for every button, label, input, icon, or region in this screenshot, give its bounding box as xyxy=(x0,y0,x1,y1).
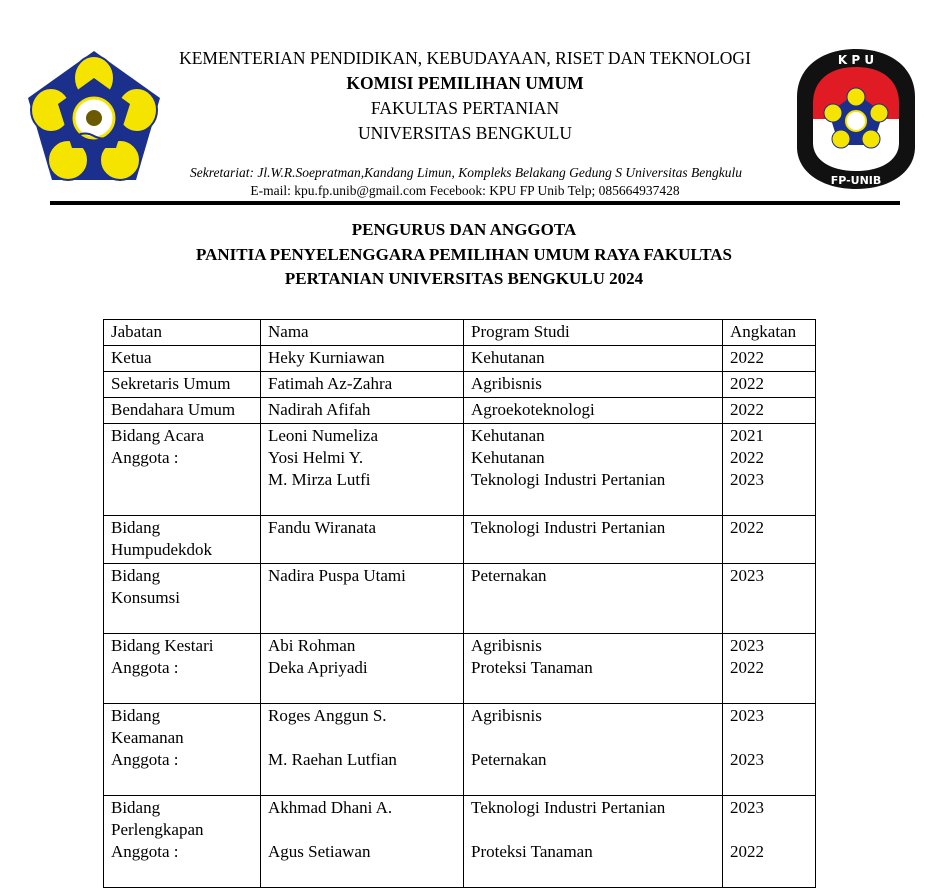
title-line-3: PERTANIAN UNIVERSITAS BENGKULU 2024 xyxy=(284,269,644,288)
cell-nama xyxy=(261,704,464,796)
nama-line: Yosi Helmi Y. xyxy=(268,448,364,467)
svg-text:K P U: K P U xyxy=(837,53,875,67)
svg-text:FP-UNIB: FP-UNIB xyxy=(830,174,882,187)
nama-line: Agus Setiawan xyxy=(268,842,371,861)
title-line-2: PANITIA PENYELENGGARA PEMILIHAN UMUM RAYA FAKULTAS xyxy=(195,244,733,264)
cell-nama: Fatimah Az-Zahra xyxy=(261,372,464,398)
jabatan-line: Konsumsi xyxy=(111,588,180,607)
prodi-line: Proteksi Tanaman xyxy=(471,658,593,677)
cell-nama xyxy=(261,634,464,704)
cell-angkatan: 2022 xyxy=(723,516,816,564)
prodi-line: Agribisnis xyxy=(471,706,542,725)
jabatan-line: Anggota : xyxy=(111,448,179,467)
nama-line: M. Raehan Lutfian xyxy=(268,750,397,769)
cell-angkatan: 2023 xyxy=(723,564,816,634)
cell-angkatan: 2022 xyxy=(723,346,816,372)
nama-line: Deka Apriyadi xyxy=(268,658,368,677)
cell-jabatan xyxy=(104,516,261,564)
angkatan-line: 2023 xyxy=(730,798,764,817)
cell-jabatan: Sekretaris Umum xyxy=(104,372,261,398)
header-angkatan: Angkatan xyxy=(723,320,816,346)
title-line-1: PENGURUS DAN ANGGOTA xyxy=(351,220,577,239)
prodi-line: Kehutanan xyxy=(471,448,545,467)
cell-nama xyxy=(261,424,464,516)
university-name: UNIVERSITAS BENGKULU xyxy=(358,123,572,143)
table-row xyxy=(104,796,816,888)
cell-nama: Fandu Wiranata xyxy=(261,516,464,564)
nama-line: M. Mirza Lutfi xyxy=(268,470,371,489)
angkatan-line: 2023 xyxy=(730,470,764,489)
members-table xyxy=(103,319,816,888)
jabatan-line: Anggota : xyxy=(111,750,179,769)
contact-info: E-mail: kpu.fp.unib@gmail.com Fecebook: KPU FP Unib Telp; 085664937428 xyxy=(250,183,680,198)
angkatan-line: 2022 xyxy=(730,448,764,467)
cell-prodi xyxy=(464,796,723,888)
table-row xyxy=(104,564,816,634)
prodi-line: Peternakan xyxy=(471,750,547,769)
cell-nama: Heky Kurniawan xyxy=(261,346,464,372)
cell-angkatan: 2022 xyxy=(723,398,816,424)
jabatan-line: Bidang xyxy=(111,518,161,537)
table-header-row xyxy=(104,320,816,346)
nama-line: Abi Rohman xyxy=(268,636,356,655)
cell-angkatan xyxy=(723,796,816,888)
prodi-line: Kehutanan xyxy=(471,426,545,445)
table-row xyxy=(104,424,816,516)
cell-angkatan: 2022 xyxy=(723,372,816,398)
table-row xyxy=(104,346,816,372)
cell-jabatan xyxy=(104,564,261,634)
jabatan-line: Bidang xyxy=(111,706,161,725)
commission-name: KOMISI PEMILIHAN UMUM xyxy=(346,73,584,93)
ministry-name: KEMENTERIAN PENDIDIKAN, KEBUDAYAAN, RISET DAN TEKNOLOGI xyxy=(179,48,751,68)
cell-jabatan: Bendahara Umum xyxy=(104,398,261,424)
cell-prodi: Teknologi Industri Pertanian xyxy=(464,516,723,564)
jabatan-line: Anggota : xyxy=(111,658,179,677)
cell-jabatan xyxy=(104,634,261,704)
cell-angkatan xyxy=(723,424,816,516)
jabatan-line: Keamanan xyxy=(111,728,184,747)
letterhead xyxy=(140,46,790,146)
jabatan-line: Perlengkapan xyxy=(111,820,204,839)
cell-prodi: Agroekoteknologi xyxy=(464,398,723,424)
jabatan-line: Bidang Acara xyxy=(111,426,204,445)
cell-prodi: Kehutanan xyxy=(464,346,723,372)
nama-line: Roges Anggun S. xyxy=(268,706,387,725)
cell-prodi: Peternakan xyxy=(464,564,723,634)
prodi-line: Proteksi Tanaman xyxy=(471,842,593,861)
jabatan-line: Bidang xyxy=(111,566,161,585)
cell-prodi: Agribisnis xyxy=(464,372,723,398)
cell-nama: Nadirah Afifah xyxy=(261,398,464,424)
secretariat-address: Sekretariat: Jl.W.R.Soepratman,Kandang Limun, Kompleks Belakang Gedung S Universitas Bengkulu xyxy=(189,165,743,180)
cell-prodi xyxy=(464,704,723,796)
prodi-line: Teknologi Industri Pertanian xyxy=(471,798,666,817)
cell-jabatan xyxy=(104,796,261,888)
table-row xyxy=(104,372,816,398)
angkatan-line: 2023 xyxy=(730,706,764,725)
header-nama: Nama xyxy=(261,320,464,346)
jabatan-line: Bidang Kestari xyxy=(111,636,214,655)
table-row xyxy=(104,516,816,564)
table-row xyxy=(104,634,816,704)
prodi-line: Agribisnis xyxy=(471,636,542,655)
cell-jabatan xyxy=(104,704,261,796)
jabatan-line: Humpudekdok xyxy=(111,540,213,559)
cell-angkatan xyxy=(723,634,816,704)
document-title xyxy=(60,218,868,292)
prodi-line: Teknologi Industri Pertanian xyxy=(471,470,666,489)
cell-angkatan xyxy=(723,704,816,796)
angkatan-line: 2022 xyxy=(730,842,764,861)
table-row xyxy=(104,704,816,796)
header-divider xyxy=(50,201,900,205)
angkatan-line: 2023 xyxy=(730,636,764,655)
header-program-studi: Program Studi xyxy=(464,320,723,346)
cell-jabatan xyxy=(104,424,261,516)
jabatan-line: Anggota : xyxy=(111,842,179,861)
cell-nama xyxy=(261,796,464,888)
cell-prodi xyxy=(464,634,723,704)
jabatan-line: Bidang xyxy=(111,798,161,817)
kpu-logo xyxy=(795,47,917,191)
faculty-name: FAKULTAS PERTANIAN xyxy=(370,98,560,118)
header-jabatan: Jabatan xyxy=(104,320,261,346)
cell-jabatan: Ketua xyxy=(104,346,261,372)
nama-line: Akhmad Dhani A. xyxy=(268,798,393,817)
angkatan-line: 2022 xyxy=(730,658,764,677)
cell-prodi xyxy=(464,424,723,516)
angkatan-line: 2021 xyxy=(730,426,764,445)
table-row xyxy=(104,398,816,424)
cell-nama: Nadira Puspa Utami xyxy=(261,564,464,634)
nama-line: Leoni Numeliza xyxy=(268,426,378,445)
angkatan-line: 2023 xyxy=(730,750,764,769)
